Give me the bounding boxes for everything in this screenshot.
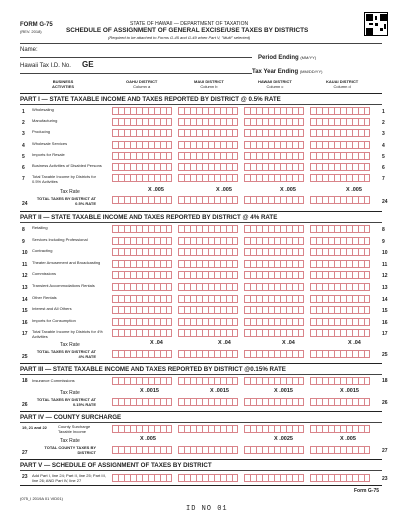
qr-code-icon: [364, 12, 388, 36]
row-number: 2: [22, 120, 25, 127]
amount-field[interactable]: [244, 141, 304, 149]
amount-field[interactable]: [112, 446, 172, 454]
row-label: Imports for Consumption: [32, 317, 76, 323]
amount-field[interactable]: [244, 377, 304, 385]
amount-field[interactable]: [310, 329, 370, 337]
period-ending-label: Period Ending (MM/YY): [258, 55, 317, 61]
row-number-right: 15: [382, 308, 388, 315]
part2-title: PART II — STATE TAXABLE INCOME AND TAXES REPORTED BY DISTRICT @ 4% RATE: [20, 214, 278, 221]
part2-total-num: 25: [22, 354, 28, 360]
part3-rate-b: X .0015: [210, 388, 229, 394]
row-number: 10: [22, 250, 28, 257]
row-number: 9: [22, 238, 25, 245]
amount-field[interactable]: [244, 329, 304, 337]
amount-field[interactable]: [178, 237, 238, 245]
amount-field[interactable]: [244, 237, 304, 245]
row-label: Wholesale Services: [32, 140, 68, 146]
row-label: Retailing: [32, 225, 48, 230]
amount-field[interactable]: [244, 260, 304, 268]
part5-title: PART V — SCHEDULE OF ASSIGNMENT OF TAXES BY DISTRICT: [20, 462, 212, 469]
part1-rate-c: X .005: [280, 187, 296, 193]
row-number: 5: [22, 153, 25, 160]
part1-total-num-right: 24: [382, 199, 388, 205]
amount-field[interactable]: [112, 196, 172, 204]
footer-code: (075_I 2019A 01 VID01): [20, 496, 63, 501]
row-number: 11: [22, 261, 28, 268]
amount-field[interactable]: [112, 295, 172, 303]
amount-field[interactable]: [112, 306, 172, 314]
part3-rate-a: X .0015: [140, 388, 159, 394]
amount-field[interactable]: [112, 260, 172, 268]
part2-rate-a: X .04: [150, 340, 163, 346]
row-number: 17: [22, 331, 28, 338]
row-number: 12: [22, 273, 28, 280]
row-label: Manufacturing: [32, 118, 58, 124]
amount-field[interactable]: [112, 283, 172, 291]
row-label: Theater Amusement and Broadcasting: [32, 259, 101, 265]
part2-total-num-right: 25: [382, 352, 388, 358]
part2-rate-c: X .04: [282, 340, 295, 346]
part2-rate-b: X .04: [218, 340, 231, 346]
amount-field[interactable]: [178, 398, 238, 406]
revision: (REV. 2018): [20, 29, 42, 34]
amount-field[interactable]: [310, 248, 370, 256]
tax-id-field[interactable]: [94, 60, 244, 69]
amount-field[interactable]: [112, 248, 172, 256]
amount-field[interactable]: [178, 260, 238, 268]
row-number-right: 1: [382, 109, 385, 115]
part1-rate-a: X .005: [148, 187, 164, 193]
row-label: Total Taxable Income by Districts for 4% Activities: [32, 329, 103, 340]
row-number-right: 8: [382, 227, 385, 233]
row-number-right: 7: [382, 176, 385, 183]
row-number-right: 16: [382, 319, 388, 326]
part1-title: PART I — STATE TAXABLE INCOME AND TAXES REPORTED BY DISTRICT @ 0.5% RATE: [20, 96, 281, 103]
amount-field[interactable]: [178, 118, 238, 126]
row-label: Interest and All Others: [32, 306, 72, 312]
amount-field[interactable]: [178, 350, 238, 358]
part3-rate-c: X .0015: [274, 388, 293, 394]
tax-id-label: Hawaii Tax I.D. No.: [20, 63, 71, 69]
part1-rate-b: X .005: [216, 187, 232, 193]
row-number-right: 10: [382, 250, 388, 257]
part4-rate-c: X .0025: [274, 436, 293, 442]
part4-total-num-right: 27: [382, 448, 388, 454]
amount-field[interactable]: [178, 474, 238, 482]
row-label: Imports for Resale: [32, 151, 65, 157]
amount-field[interactable]: [178, 329, 238, 337]
amount-field[interactable]: [244, 174, 304, 182]
amount-field[interactable]: [310, 283, 370, 291]
amount-field[interactable]: [244, 474, 304, 482]
part5-row-num: 23: [22, 474, 28, 480]
part4-rate-a: X .005: [140, 436, 156, 442]
amount-field[interactable]: [112, 350, 172, 358]
row-label: Services Including Professional: [32, 236, 88, 242]
part3-row-num: 18: [22, 378, 28, 384]
row-label: Business Activities of Disabled Persons: [32, 163, 102, 168]
row-number-right: 2: [382, 120, 385, 127]
amount-field[interactable]: [310, 398, 370, 406]
row-number-right: 4: [382, 142, 385, 149]
amount-field[interactable]: [112, 398, 172, 406]
name-label: Name:: [20, 47, 38, 53]
amount-field[interactable]: [310, 174, 370, 182]
part3-total-label: TOTAL TAXES BY DISTRICT AT 0.15% RATE: [36, 397, 96, 407]
part4-title: PART IV — COUNTY SURCHARGE: [20, 414, 122, 421]
column-header-a: OAHU DISTRICT Column a: [126, 79, 158, 89]
part5-row-num-right: 23: [382, 476, 388, 482]
amount-field[interactable]: [178, 377, 238, 385]
amount-field[interactable]: [112, 107, 172, 115]
row-number: 14: [22, 296, 28, 303]
row-number: 1: [22, 109, 25, 115]
part3-row-num-right: 18: [382, 378, 388, 384]
part4-rate-d: X .005: [340, 436, 356, 442]
row-number: 3: [22, 131, 25, 138]
part1-total-num: 24: [22, 201, 28, 207]
row-label: Contracting: [32, 248, 53, 254]
amount-field[interactable]: [310, 196, 370, 204]
amount-field[interactable]: [310, 425, 370, 433]
row-label: Wholesaling: [32, 107, 54, 112]
amount-field[interactable]: [244, 306, 304, 314]
amount-field[interactable]: [244, 118, 304, 126]
part4-tax-rate-label: Tax Rate: [60, 438, 80, 444]
amount-field[interactable]: [310, 350, 370, 358]
amount-field[interactable]: [178, 283, 238, 291]
row-number-right: 11: [382, 261, 388, 268]
amount-field[interactable]: [178, 163, 238, 171]
amount-field[interactable]: [112, 129, 172, 137]
amount-field[interactable]: [112, 237, 172, 245]
amount-field[interactable]: [244, 318, 304, 326]
amount-field[interactable]: [112, 425, 172, 433]
form-number: FORM G-75: [20, 22, 53, 28]
department-title: STATE OF HAWAII — DEPARTMENT OF TAXATION: [130, 21, 249, 27]
part2-tax-rate-label: Tax Rate: [60, 342, 80, 348]
part3-total-num-right: 26: [382, 400, 388, 406]
column-header-c: HAWAII DISTRICT Column c: [258, 79, 292, 89]
row-number-right: 6: [382, 165, 385, 171]
amount-field[interactable]: [244, 446, 304, 454]
part3-row-label: Insurance Commissions: [32, 378, 75, 383]
amount-field[interactable]: [310, 129, 370, 137]
row-number: 16: [22, 319, 28, 326]
row-label: Total Taxable Income by Districts for 0.5% Activities: [32, 174, 96, 184]
amount-field[interactable]: [310, 295, 370, 303]
amount-field[interactable]: [178, 306, 238, 314]
amount-field[interactable]: [310, 163, 370, 171]
row-number-right: 3: [382, 131, 385, 138]
form-subtitle: (Required to be attached to Forms G-45 and G-49 when Part V, "Multi" selected): [108, 35, 251, 40]
amount-field[interactable]: [244, 129, 304, 137]
amount-field[interactable]: [112, 377, 172, 385]
row-label: Transient Accommodations Rentals: [32, 283, 95, 288]
amount-field[interactable]: [112, 318, 172, 326]
amount-field[interactable]: [244, 350, 304, 358]
amount-field[interactable]: [178, 446, 238, 454]
column-header-b: MAUI DISTRICT Column b: [194, 79, 224, 89]
part5-row-label: Add Part I, line 24; Part II, line 25; Part III, line 26; AND Part IV, line 27: [32, 473, 106, 483]
amount-field[interactable]: [178, 141, 238, 149]
amount-field[interactable]: [310, 237, 370, 245]
amount-field[interactable]: [244, 248, 304, 256]
amount-field[interactable]: [178, 174, 238, 182]
amount-field[interactable]: [310, 474, 370, 482]
amount-field[interactable]: [178, 152, 238, 160]
footer-id: ID NO 01: [186, 505, 228, 513]
amount-field[interactable]: [244, 196, 304, 204]
amount-field[interactable]: [310, 152, 370, 160]
row-label: Producing: [32, 129, 51, 135]
amount-field[interactable]: [112, 271, 172, 279]
column-header-business: BUSINESS ACTIVITIES: [52, 79, 75, 89]
amount-field[interactable]: [178, 425, 238, 433]
amount-field[interactable]: [244, 295, 304, 303]
form-title: SCHEDULE OF ASSIGNMENT OF GENERAL EXCISE/USE TAXES BY DISTRICTS: [66, 27, 309, 34]
row-label: Commissions: [32, 271, 57, 277]
amount-field[interactable]: [178, 248, 238, 256]
amount-field[interactable]: [310, 306, 370, 314]
row-number: 13: [22, 285, 28, 291]
part3-rate-d: X .0015: [340, 388, 359, 394]
amount-field[interactable]: [112, 474, 172, 482]
row-number-right: 5: [382, 153, 385, 160]
amount-field[interactable]: [244, 152, 304, 160]
amount-field[interactable]: [310, 107, 370, 115]
row-number: 15: [22, 308, 28, 315]
amount-field[interactable]: [310, 260, 370, 268]
tax-year-label: Tax Year Ending (MM/DD/YY): [252, 69, 323, 75]
column-header-d: KAUAI DISTRICT Column d: [326, 79, 359, 89]
amount-field[interactable]: [112, 163, 172, 171]
amount-field[interactable]: [112, 152, 172, 160]
row-number-right: 12: [382, 273, 388, 280]
part4-total-label: TOTAL COUNTY TAXES BY DISTRICT: [44, 445, 96, 455]
amount-field[interactable]: [112, 174, 172, 182]
part1-rate-d: X .005: [346, 187, 362, 193]
amount-field[interactable]: [112, 118, 172, 126]
row-number-right: 9: [382, 238, 385, 245]
amount-field[interactable]: [178, 107, 238, 115]
row-number-right: 14: [382, 296, 388, 303]
name-field[interactable]: [44, 46, 244, 55]
tax-year-field[interactable]: [310, 66, 382, 75]
row-number-right: 13: [382, 285, 388, 291]
amount-field[interactable]: [310, 225, 370, 233]
part4-total-num: 27: [22, 450, 28, 456]
amount-field[interactable]: [244, 107, 304, 115]
amount-field[interactable]: [178, 225, 238, 233]
part3-tax-rate-label: Tax Rate: [60, 390, 80, 396]
row-number-right: 17: [382, 331, 388, 338]
amount-field[interactable]: [244, 425, 304, 433]
amount-field[interactable]: [244, 283, 304, 291]
row-number: 4: [22, 142, 25, 149]
part1-total-label: TOTAL TAXES BY DISTRICT AT 0.5% RATE: [36, 196, 96, 206]
amount-field[interactable]: [310, 141, 370, 149]
amount-field[interactable]: [310, 118, 370, 126]
amount-field[interactable]: [244, 225, 304, 233]
amount-field[interactable]: [178, 318, 238, 326]
footer-form-label: Form G-75: [354, 488, 380, 494]
row-number: 7: [22, 176, 25, 183]
amount-field[interactable]: [112, 141, 172, 149]
amount-field[interactable]: [178, 129, 238, 137]
part3-title: PART III — STATE TAXABLE INCOME AND TAXES REPORTED BY DISTRICT @0.15% RATE: [20, 366, 286, 373]
part4-row-num: 19, 21 and 22: [22, 425, 47, 430]
row-number: 8: [22, 227, 25, 233]
part1-tax-rate-label: Tax Rate: [60, 189, 80, 195]
amount-field[interactable]: [178, 295, 238, 303]
amount-field[interactable]: [244, 398, 304, 406]
part2-rate-d: X .04: [348, 340, 361, 346]
part4-row-label: County Surcharge Taxable Income: [58, 424, 91, 434]
row-number: 6: [22, 165, 25, 171]
tax-id-prefix: GE: [82, 60, 94, 69]
amount-field[interactable]: [178, 196, 238, 204]
amount-field[interactable]: [244, 271, 304, 279]
amount-field[interactable]: [178, 271, 238, 279]
amount-field[interactable]: [310, 446, 370, 454]
amount-field[interactable]: [310, 271, 370, 279]
amount-field[interactable]: [112, 329, 172, 337]
part3-total-num: 26: [22, 402, 28, 408]
amount-field[interactable]: [112, 225, 172, 233]
amount-field[interactable]: [244, 163, 304, 171]
amount-field[interactable]: [310, 318, 370, 326]
row-label: Other Rentals: [32, 294, 57, 300]
part2-total-label: TOTAL TAXES BY DISTRICT AT 4% RATE: [36, 349, 96, 359]
amount-field[interactable]: [310, 377, 370, 385]
